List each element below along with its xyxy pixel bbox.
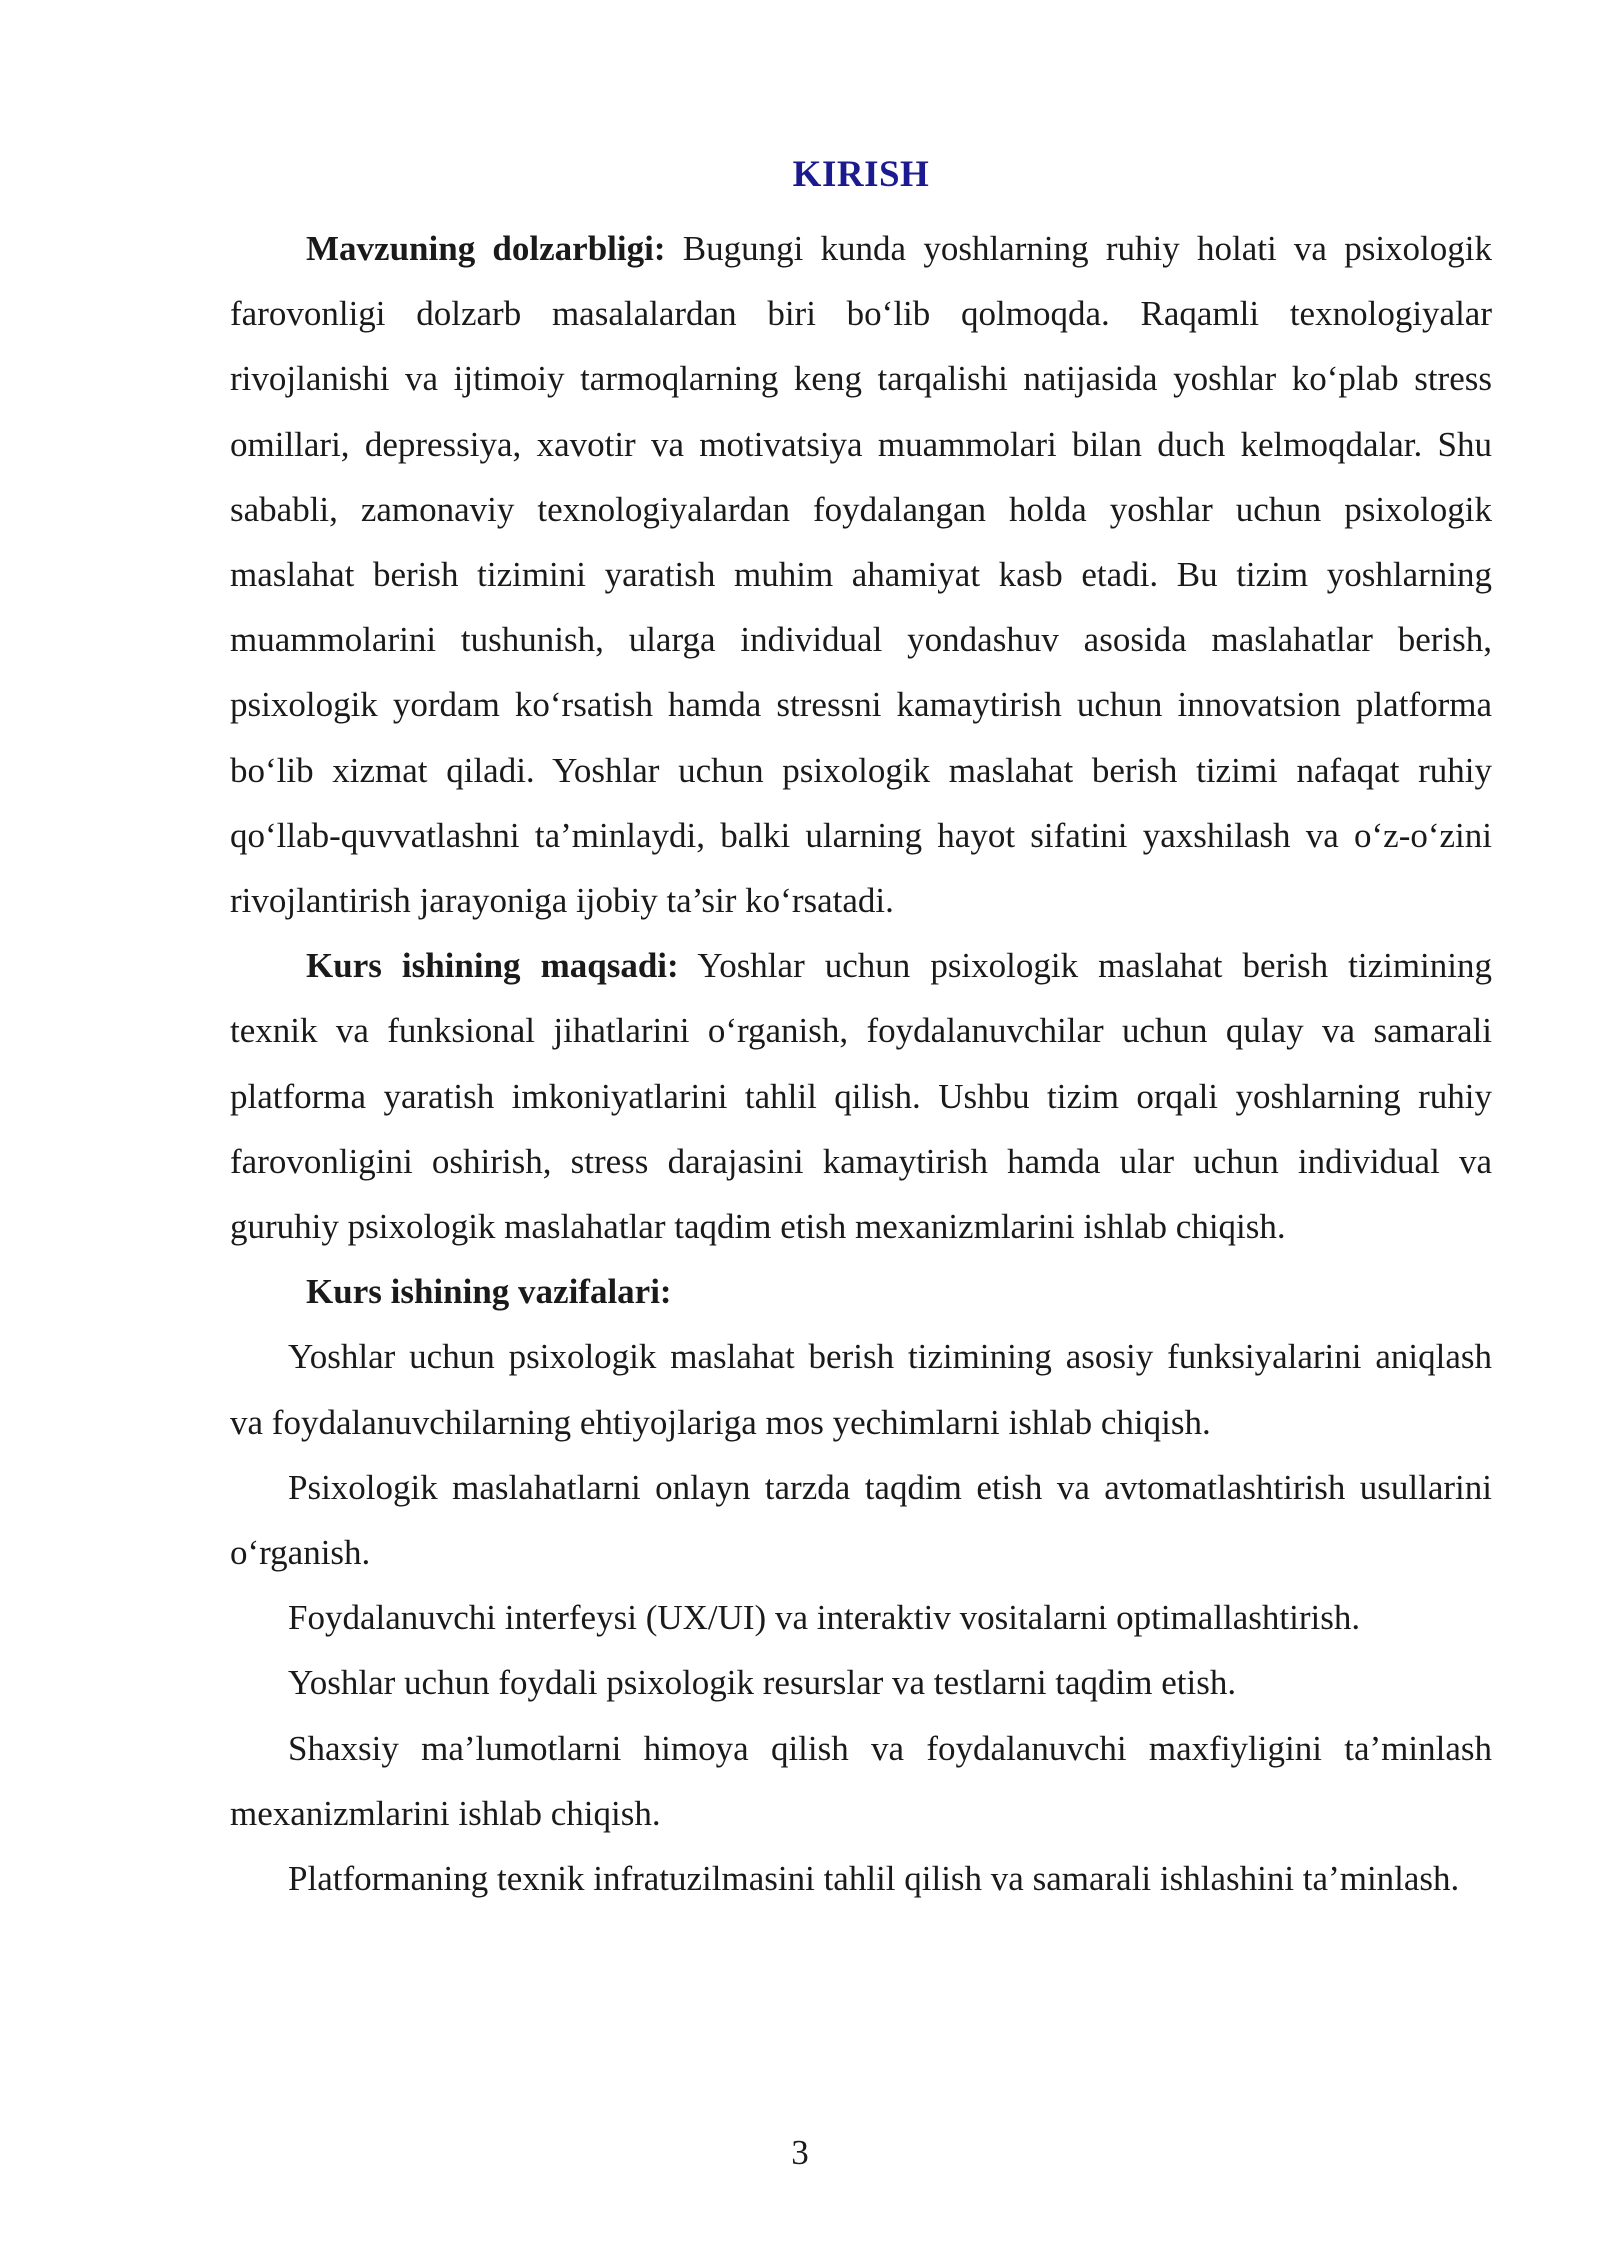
section-title: KIRISH [792,154,930,195]
task-item-6: Platformaning texnik infratuzilmasini tahlil qilish va samarali ishlashini ta’minlash. [288,1859,1460,1899]
task-item-1: Yoshlar uchun psixologik maslahat berish tizimining asosiy funksiyalarini aniqlash va foydalanuvchilarning ehtiyojlariga mos yechimlarni ishlab chiqish. [230,1337,1492,1442]
goal-paragraph [230,933,1492,1259]
relevance-text: Bugungi kunda yoshlarning ruhiy holati va psixologik farovonligi dolzarb masalalardan biri bo‘lib qolmoqda. Raqamli texnologiyalar rivojlanishi va ijtimoiy tarmoqlarning keng tarqalishi natijasida yoshlar ko‘plab stress omillari, depressiya, xavotir va motivatsiya muammolari bilan duch kelmoqdalar. Shu sababli, zamonaviy texnologiyalardan foydalangan holda yoshlar uchun psixologik maslahat berish tizimini yaratish muhim ahamiyat kasb etadi. Bu tizim yoshlarning muammolarini tushunish, ularga individual yondashuv asosida maslahatlar berish, psixologik yordam ko‘rsatish hamda stressni kamaytirish uchun innovatsion platforma bo‘lib xizmat qiladi. Yoshlar uchun psixologik maslahat berish tizimi nafaqat ruhiy qo‘llab-quvvatlashni ta’minlaydi, balki ularning hayot sifatini yaxshilash va o‘z-o‘zini rivojlantirish jarayoniga ijobiy ta’sir ko‘rsatadi. [230,229,1492,921]
document-page [230,150,1492,1911]
task-item-2: Psixologik maslahatlarni onlayn tarzda taqdim etish va avtomatlashtirish usullarini o‘rganish. [230,1467,1492,1573]
relevance-paragraph [230,216,1492,933]
task-item-3: Foydalanuvchi interfeysi (UX/UI) va interaktiv vositalarni optimallashtirish. [288,1598,1361,1638]
goal-label: Kurs ishining maqsadi: [306,946,679,986]
task-item-5: Shaxsiy ma’lumotlarni himoya qilish va foydalanuvchi maxfiyligini ta’minlash mexanizmlarini ishlab chiqish. [230,1728,1492,1833]
page-number: 3 [791,2133,809,2172]
task-item-4: Yoshlar uchun foydali psixologik resurslar va testlarni taqdim etish. [288,1663,1237,1703]
tasks-heading: Kurs ishining vazifalari: [306,1272,672,1312]
relevance-label: Mavzuning dolzarbligi: [306,229,666,268]
goal-text: Yoshlar uchun psixologik maslahat berish tizimining texnik va funksional jihatlarini o‘rganish, foydalanuvchilar uchun qulay va samarali platforma yaratish imkoniyatlarini tahlil qilish. Ushbu tizim orqali yoshlarning ruhiy farovonligini oshirish, stress darajasini kamaytirish hamda ular uchun individual va guruhiy psixologik maslahatlar taqdim etish mexanizmlarini ishlab chiqish. [230,946,1492,1247]
